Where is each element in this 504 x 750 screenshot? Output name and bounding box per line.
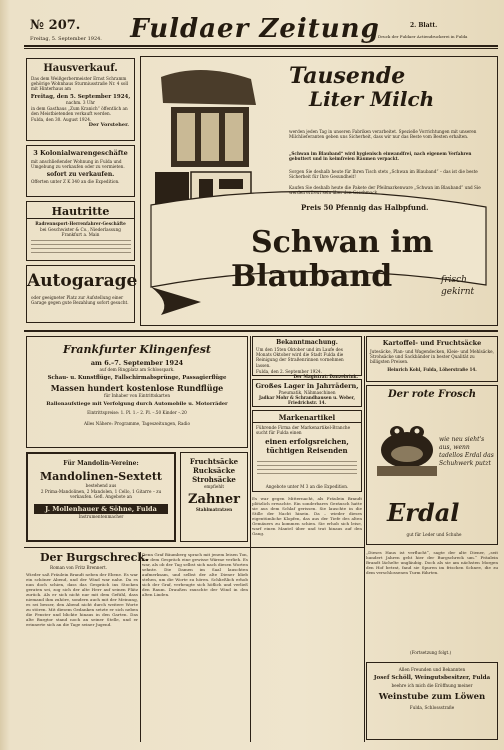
- weinstube-intro: Allen Freunden und Bekannten: [398, 667, 466, 672]
- col-divider-3: [364, 336, 365, 742]
- section-rule: [24, 330, 498, 332]
- hautritte-fineprint: [31, 240, 131, 258]
- ad-kartoffel: [366, 336, 498, 382]
- ad-flugtag: [26, 336, 248, 448]
- hausverkauf-signer: Der Vorsteher.: [88, 122, 129, 129]
- flugtag-line-6: Alles Nähere: Programme, Tageszeitungen, Radio: [84, 420, 190, 426]
- printer-note: Druck der Fuldaer Actiendruckerei in Fulda: [378, 34, 468, 39]
- ad-schwan-blauband: [140, 56, 498, 326]
- kolonial-body: mit anschließender Wohnung in Fulda und Umgebung zu verkaufen oder zu vermieten.: [31, 159, 125, 170]
- bekanntmachung-headline: Bekanntmachung.: [276, 339, 338, 346]
- article-continued: (Fortsetzung folgt.): [410, 650, 452, 655]
- masthead-title: Fuldaer Zeitung: [130, 14, 380, 44]
- ad-hausverkauf: [26, 58, 135, 141]
- col-divider-2: [250, 336, 251, 742]
- ad-zahner: [180, 452, 248, 542]
- sheet-number: 2. Blatt.: [410, 22, 438, 29]
- zahner-tag: Stahlmatratzen: [195, 507, 233, 513]
- erdal-brand: Erdal: [387, 498, 460, 527]
- hausverkauf-headline: Hausverkauf.: [43, 63, 118, 74]
- zahner-brand: Zahner: [188, 492, 240, 508]
- flugtag-line-2: Massen hundert kostenlose Rundflüge: [50, 383, 224, 394]
- mandolinen-tag: Instrumentenmacher: [78, 513, 124, 519]
- ad-hautritte: [26, 201, 135, 261]
- milch-headline-2: Liter Milch: [309, 87, 435, 111]
- markenartikel-body: Führende Firma der Markenartikel-Branche sucht für Fulda einen: [256, 425, 351, 436]
- erdal-tag: gut für Leder und Schuhe: [406, 532, 462, 537]
- markenartikel-emphasis-1: einen erfolgsreichen,: [265, 437, 349, 447]
- blauband-brand-1: Schwan im: [251, 225, 434, 260]
- weinstube-footer: Fulda, Schlossstraße: [409, 705, 455, 711]
- weinstube-headline: Weinstube zum Löwen: [378, 692, 486, 703]
- col-divider-1: [140, 552, 141, 742]
- hausverkauf-body: Das dem Weißgerbermeister Ernst Schramm gehörige Wohnhaus Sturmiusstraße Nr. 4 soll mit Hinterhaus am: [31, 76, 129, 92]
- ad-lager: [252, 379, 362, 407]
- lager-headline: Großes Lager in Jahrrädern,: [255, 382, 359, 390]
- milch-price: Preis 50 Pfennig das Halbpfund.: [301, 203, 429, 212]
- kartoffel-body: Jutesäcke, Plan- und Wagendecken, Kleie- und Mehlsäcke, Strohsäcke und Sackbänder in bester Qualität zu billigsten Preisen.: [370, 349, 494, 365]
- kolonial-headline: 3 Kolonialwarengeschäfte: [33, 149, 128, 157]
- markenartikel-fineprint: [257, 461, 357, 481]
- mandolinen-firm: J. Mollenhauer & Söhne, Fulda: [34, 504, 168, 514]
- hautritte-body: bei Geschwister & Co., Niederlassung Frankfurt a. Main: [40, 227, 121, 238]
- blauband-tag-1: frisch: [441, 275, 467, 285]
- milch-body-4: Kaufen Sie deshalb heute die Pakete der Pfeilmarkenware „Schwan im Blauband“ und Sie werden erfreut sein über den Geschmack.: [289, 185, 481, 196]
- ad-autogarage: [26, 265, 138, 323]
- ad-markenartikel: [252, 410, 362, 492]
- hausverkauf-place: in dem Gasthaus „Zum Kranich“ öffentlich an den Meistbietenden verkauft werden.: [31, 105, 128, 117]
- milch-body-1: werden jeden Tag in unseren Fabriken verarbeitet. Spezielle Vorrichtungen mit unseren Milchlieferanten geben uns Sicherheit, dass wir nur das Beste vom Besten erhalten.: [289, 129, 477, 140]
- flugtag-place: auf dem Ringplatz am Schlosspark.: [99, 367, 175, 372]
- flugtag-line-4: Ballonaufstiege mit Verfolgung durch Automobile u. Motorräder: [46, 401, 228, 408]
- bekanntmachung-body: Um den 15ten Oktober und im Laufe des Monats Oktober wird die Stadt Fulda die Reinigung der Straßenrinnen vornehmen lassen.: [256, 347, 344, 368]
- hausverkauf-signature: Fulda, den 30. August 1924.: [31, 117, 92, 123]
- zahner-line-2: Rucksäcke: [192, 466, 236, 475]
- hautritte-sub: Radrennsport-Herrenfahrer-Geschäfte: [35, 221, 126, 226]
- ad-bekanntmachung: [252, 336, 362, 380]
- lager-sub: Pneumatik, Nähmaschinen: [278, 390, 336, 395]
- weinstube-sub: beehre ich mich die Eröffnung meiner: [391, 683, 473, 689]
- zahner-line-1: Fruchtsäcke: [189, 457, 239, 466]
- autogarage-body: oder geeigneter Platz zur Aufstellung einer Garage gegen gute Bezahlung sofort gesucht.: [31, 295, 129, 306]
- kolonial-footer: Offerten unter Z K 340 an die Expedition.: [31, 179, 120, 185]
- flugtag-line-3: für Inhaber von Eintrittskarten: [103, 393, 171, 399]
- markenartikel-footer: Angebote unter M 3 an die Expedition.: [265, 483, 349, 489]
- frosch-headline: Der rote Frosch: [387, 389, 477, 400]
- hausverkauf-time: nachm. 3 Uhr: [65, 99, 96, 105]
- flugtag-line-1: Schau- u. Kunstflüge, Fallschirmabsprünge, Passagierflüge: [47, 375, 227, 382]
- article-col-1: Wieder saß Fräulein Brandt neben der Ebene. Es war ein schöner Abend, und der Wind war nahe. Da es nun doch schien, dass das Gespräch ins Stocken geraten sei, zog sich der alte Herr auf seinen Plätz zurück. Als er sich nicht nur mit dem Gefühl, dass niemand ihm zuhöre, sondern auch mit der Meinung, es sei besser, den Abend nicht durch weitere Worte zu stören. Mit diesem Gedanken setzte er sich neben die Fenster und blickte hinaus in den Garten. Das alte Burgtor stand noch an seiner Stelle, und er erinnerte sich an die Tage seiner Jugend.: [26, 572, 138, 627]
- markenartikel-emphasis-2: tüchtigen Reisenden: [266, 446, 348, 456]
- milch-headline-1: Tausende: [289, 63, 406, 89]
- mandolinen-body: 2 Prima-Mandolinen, 2 Mandolen, 1 Cello, 1 Gitarre – zu verkaufen. Gefl. Angebote an: [40, 489, 162, 500]
- article-col-4: „Dieses Haus ist verflucht“, sagte der alte Diener, „seit hundert Jahren geht hier der Burgschreck um.“ Fräulein Brandt lächelte ungläubig. Doch als sie am nächsten Morgen den Hof betrat, fand sie Spuren im frischen Schnee, die zu dem verschlossenen Turm führten.: [366, 550, 498, 575]
- blauband-brand-2: Blauband: [231, 259, 393, 294]
- kartoffel-headline: Kartoffel- und Fruchtsäcke: [382, 339, 482, 347]
- issue-number: № 207.: [30, 18, 81, 33]
- ad-weinstube: [366, 662, 498, 740]
- hautritte-headline: Hautritte: [27, 205, 134, 219]
- autogarage-headline: Autogarage: [27, 271, 138, 291]
- milch-body-2: „Schwan im Blauband“ wird hygienisch einwandfrei, nach eigenem Verfahren gebuttert und in keimfreien Räumen verpackt.: [289, 151, 472, 162]
- weinstube-name: Josef Schöll, Weingutsbesitzer, Fulda: [373, 675, 491, 682]
- kolonial-emphasis: sofort zu verkaufen.: [46, 171, 115, 179]
- article-col-3: Es war gegen Mitternacht, als Fräulein Brandt plötzlich erwachte. Ein sonderbares Geräusch hatte sie aus dem Schlaf gerissen. Sie lauschte in die Stille der Nacht hinein. Da – wieder dieses eigentümliche Klopfen, das aus der Tiefe des alten Gemäuers zu kommen schien. Sie erhob sich leise, warf einen Mantel über und trat hinaus auf den Gang.: [252, 496, 362, 536]
- lager-footer: Jadkar Mohr & Schrandhausen u. Weber, Friedrichstr. 14.: [258, 395, 356, 406]
- ad-kolonial: [26, 145, 135, 197]
- issue-date: Freitag, 5. September 1924.: [30, 36, 102, 42]
- hausverkauf-date: Freitag, den 5. September 1924,: [30, 93, 131, 100]
- masthead-rule-thin: [24, 48, 498, 49]
- mandolinen-sub: bestehend aus: [85, 483, 117, 488]
- blauband-tag-2: gekirnt: [441, 287, 475, 297]
- bekanntmachung-footer: Fulda, den 2. September 1924.: [256, 368, 322, 374]
- mandolinen-intro: Für Mandolin-Vereine:: [63, 460, 139, 467]
- zahner-line-4: empfiehlt: [203, 484, 225, 489]
- masthead-rule: [24, 45, 498, 47]
- flugtag-date: am 6.–7. September 1924: [90, 359, 184, 367]
- flugtag-headline: Frankfurter Klingenfest: [63, 343, 211, 356]
- article-col-2: Denn Graf Bäumberg sprach mit jenem leisen Ton, der dem Gespräch eine gewisse Wärme verlieh. Es war, als ob der Tag selbst sich nach diesen Worten sehnte. Die Damen im Saal lauschten aufmerksam, und selbst der alte Diener blieb stehen, um die Worte zu hören. Schließlich erhob sich der Graf, verbeugte sich höflich und verließ den Raum. Draußen rauschte der Wind in den alten Linden.: [142, 552, 248, 597]
- frosch-slogan: wie neu sieht's aus, wenn tadellos Erdal das Schuhwerk putzt: [439, 436, 494, 467]
- article-byline: Roman von Fritz Brennert.: [50, 565, 107, 570]
- zahner-line-3: Strohsäcke: [192, 475, 236, 484]
- kartoffel-footer: Heinrich Kohl, Fulda, Löherstraße 14.: [387, 366, 477, 372]
- mandolinen-headline: Mandolinen-Sextett: [40, 470, 162, 483]
- article-headline: Der Burgschreck.: [40, 551, 149, 564]
- markenartikel-headline: Markenartikel: [253, 413, 361, 423]
- milch-body-3: Sorgen Sie deshalb heute für Ihren Tisch stets „Schwan im Blauband“ – das ist die beste Sicherheit für Ihre Gesundheit!: [289, 169, 478, 180]
- bekanntmachung-signer: Der Magistrat: Danzebrink.: [293, 374, 358, 380]
- ad-mandolinen: [26, 452, 176, 542]
- flugtag-line-5: Eintrittspreise: 1. Pl. 1.– 2. Pl. –.50 Kinder –.20: [87, 410, 187, 416]
- ad-erdal: [366, 385, 498, 545]
